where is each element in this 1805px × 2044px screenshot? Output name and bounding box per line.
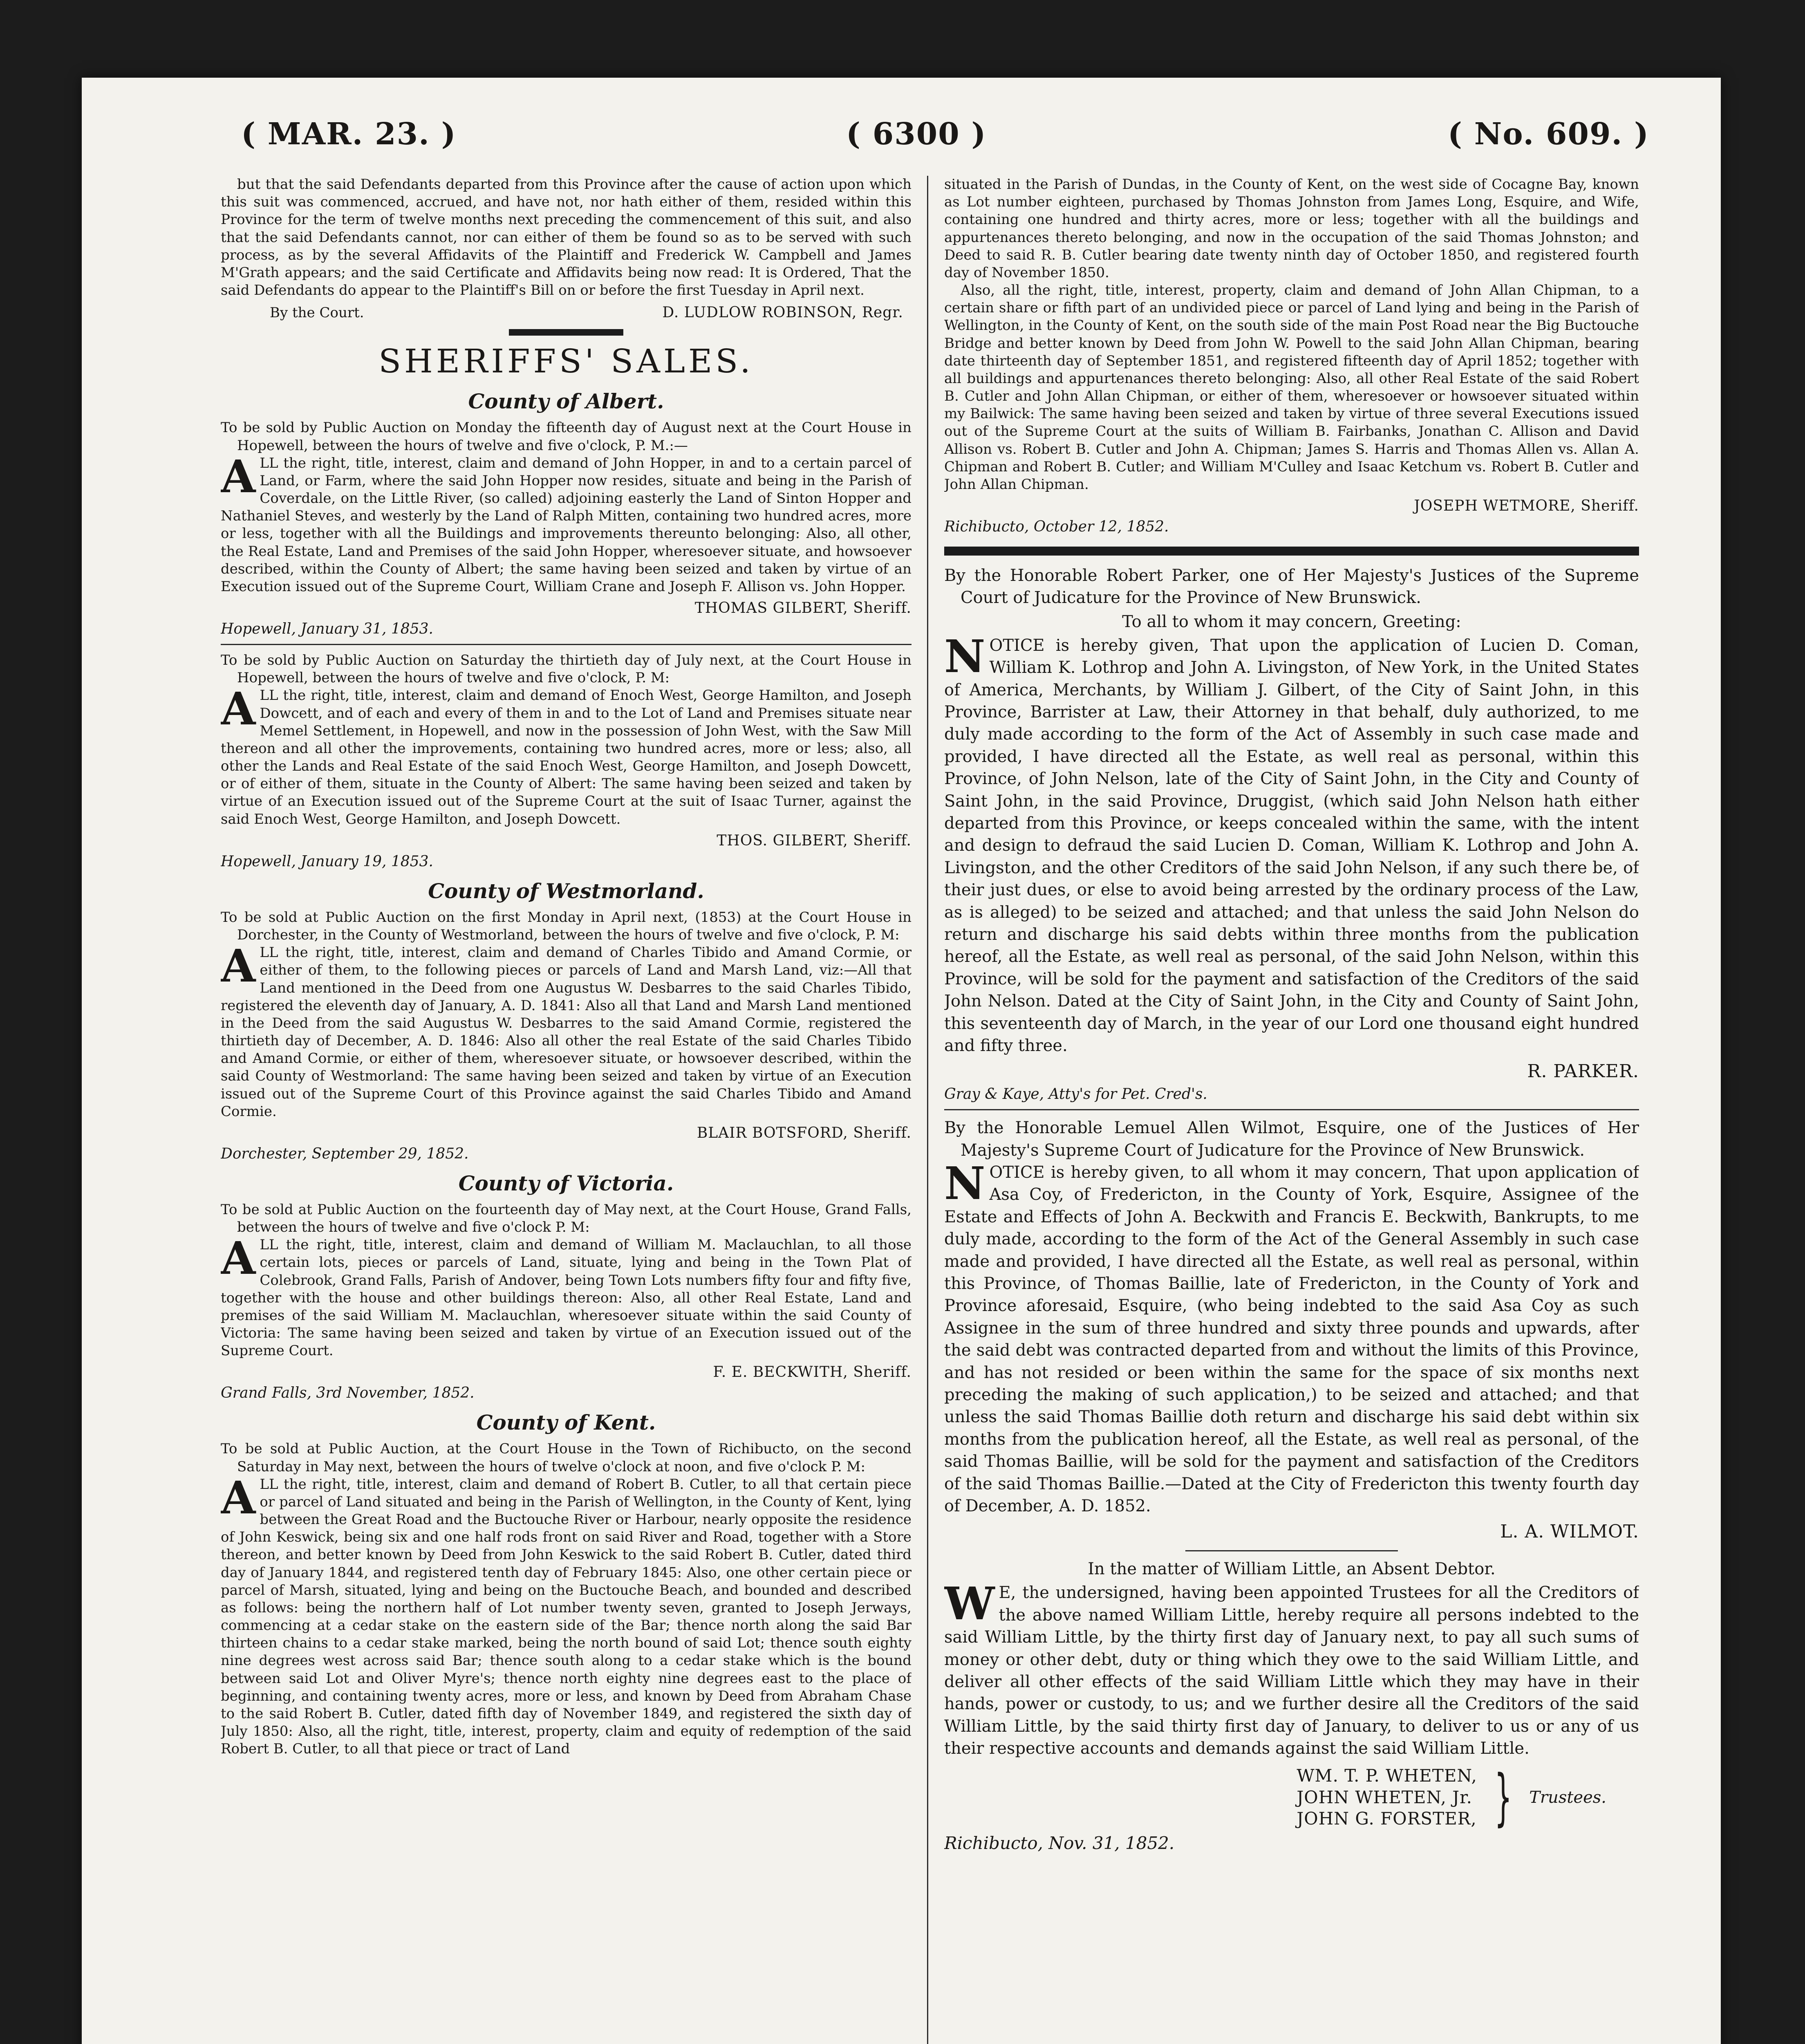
albert-sale1-date: Hopewell, January 31, 1853.: [221, 621, 433, 638]
section-title: SHERIFFS' SALES.: [378, 342, 754, 381]
trustee-name: JOHN G. FORSTER,: [1297, 1809, 1477, 1829]
kent-continuation: situated in the Parish of Dundas, in the County of Kent, on the west side of Cocagne Bay, known as Lot number eighteen, purchased by Thomas Johnston from James Long, Esquire, and Wife, containing one hundred and thirty acres, more or less; together with all the buildings and appurtenances thereto belonging, and now in the occupation of the said Thomas Johnston; and Deed to said R. B. Cutler bearing date twenty ninth day of October 1850, and registered fourth day of November 1850.: [944, 176, 1639, 281]
rule: [221, 644, 911, 645]
section-rule: [944, 547, 1639, 556]
victoria-date: Grand Falls, 3rd November, 1852.: [221, 1385, 475, 1402]
victoria-signature: F. E. BECKWITH, Sheriff.: [713, 1364, 911, 1381]
albert-sale2-signature: THOS. GILBERT, Sheriff.: [717, 832, 911, 849]
albert-sale2-date: Hopewell, January 19, 1853.: [221, 853, 433, 870]
right-column: [944, 176, 1639, 2044]
county-heading-victoria: County of Victoria.: [458, 1171, 674, 1195]
little-date: Richibucto, Nov. 31, 1852.: [944, 1833, 1175, 1853]
victoria-lead: To be sold at Public Auction on the fourteenth day of May next, at the Court House, Grand Falls, between the hours of twelve and five o'clock P. M:: [221, 1201, 911, 1236]
section-rule: [509, 329, 623, 336]
county-heading-albert: County of Albert.: [468, 389, 664, 414]
little-notice: WE, the undersigned, having been appointed Trustees for all the Creditors of the above named William Little, hereby require all persons indebted to the said William Little, by the thirty first day of January next, to pay all such sums of money or other debt, duty or thing which they owe to the said William Little, and deliver all other effects of the said William Little which they may have in their hands, power or custody, to us; and we further desire all the Creditors of the said William Little, by the said thirty first day of January, to deliver to us or any of us their respective accounts and demands against the said William Little.: [944, 1577, 1639, 1758]
trustee-name: WM. T. P. WHETEN,: [1297, 1766, 1477, 1786]
rule: [1185, 1550, 1398, 1551]
parker-notice: NOTICE is hereby given, That upon the application of Lucien D. Coman, William K. Lothrop and John A. Livingston, of New York, in the United States of America, Merchants, by William J. Gilbert, of the City of Saint John, in this Province, Barrister at Law, their Attorney in that behalf, duly authorized, to me duly made according to the form of the Act of Assembly in such case made and provided, I have directed all the Estate, as well real as personal, within this Province, of John Nelson, late of the City of Saint John, in the City and County of Saint John, in the said Province, Druggist, (which said John Nelson hath either departed from this Province, or keeps concealed within the same, with the intent and design to defraud the said Lucien D. Coman, William K. Lothrop and John A. Livingston, and the other Creditors of the said John Nelson, if any such there be, of their just dues, or else to avoid being arrested by the ordinary process of the Law, as is alleged) to be seized and attached; and that unless the said John Nelson do return and discharge his said debts within three months from the publication hereof, all the Estate, as well real as personal, of the said John Nelson, within this Province, will be sold for the payment and satisfaction of the Creditors of the said John Nelson. Dated at the City of Saint John, in the City and County of Saint John, this seventeenth day of March, in the year of our Lord one thousand eight hundred and fifty three.: [944, 630, 1639, 1055]
parker-greeting: To all to whom it may concern, Greeting:: [1122, 612, 1461, 631]
issue-number: ( No. 609. ): [1447, 117, 1649, 152]
westmorland-signature: BLAIR BOTSFORD, Sheriff.: [696, 1124, 911, 1141]
brace-glyph: }: [1494, 1762, 1512, 1833]
kent-body: ALL the right, title, interest, claim and demand of Robert B. Cutler, to all that certain piece or parcel of Land situated and being in the Parish of Wellington, in the County of Kent, lying between the Great Road and the Buctouche River or Harbour, nearly opposite the residence of John Keswick, being six and one half rods front on said River and Road, together with a Store thereon, and better known by Deed from John Keswick to the said Robert B. Cutler, dated third day of January 1844, and registered tenth day of February 1845: Also, one other certain piece or parcel of Marsh, situated, lying and being on the Buctouche Beach, and bounded and described as follows: being the northern half of Lot number twenty seven, granted to Joseph Jerways, commencing at a cedar stake on the eastern side of the Bar; thence north along the said Bar thirteen chains to a cedar stake marked, being the north bound of said Lot; thence south eighty nine degrees west across said Bar; thence south along to a cedar stake which is the bound between said Lot and Oliver Myre's; thence north eighty nine degrees east to the place of beginning, and containing twenty acres, more or less, and known by Deed from Abraham Chase to the said Robert B. Cutler, dated fifth day of November 1849, and registered the sixth day of July 1850: Also, all the right, title, interest, property, claim and equity of redemption of the said Robert B. Cutler, to all that piece or tract of Land: [221, 1471, 911, 1757]
county-heading-westmorland: County of Westmorland.: [428, 879, 704, 903]
westmorland-date: Dorchester, September 29, 1852.: [221, 1145, 469, 1162]
kent-chipman-paragraph: Also, all the right, title, interest, property, claim and demand of John Allan Chipman, to a certain share or fifth part of an undivided piece or parcel of Land lying and being in the Parish of Wellington, in the County of Kent, on the south side of the main Post Road near the Big Buctouche Bridge and better known by Deed from John W. Powell to the said John Allan Chipman, bearing date thirteenth day of September 1851, and registered fifteenth day of April 1852; together with all buildings and appurtenances thereto belonging: Also, all other Real Estate of the said Robert B. Cutler and John Allan Chipman, or either of them, wheresoever or howsoever situated within my Bailwick: The same having been seized and taken by virtue of three several Executions issued out of the Supreme Court at the suits of William B. Fairbanks, Jonathan C. Allison and David Allison vs. Robert B. Cutler and John A. Chipman; James S. Harris and Thomas Allen vs. Allan A. Chipman and Robert B. Cutler; and William M'Culley and Isaac Ketchum vs. Robert B. Cutler and John Allan Chipman.: [944, 282, 1639, 493]
registrar-signature: D. LUDLOW ROBINSON, Regr.: [662, 304, 903, 321]
albert-sale1-body: ALL the right, title, interest, claim and demand of John Hopper, in and to a certain parcel of Land, or Farm, where the said John Hopper now resides, situate and being in the Parish of Coverdale, on the Little River, (so called) adjoining easterly the Land of Sinton Hopper and Nathaniel Steves, and westerly by the Land of Ralph Mitten, containing two hundred acres, more or less, together with all the Buildings and improvements thereunto belonging: Also, all other, the Real Estate, Land and Premises of the said John Hopper, wheresoever situate, and howsoever described, within the County of Albert; the same having been seized and taken by virtue of an Execution issued out of the Supreme Court, William Crane and Joseph F. Allison vs. John Hopper.: [221, 450, 911, 595]
little-heading: In the matter of William Little, an Absent Debtor.: [1088, 1560, 1496, 1579]
victoria-body: ALL the right, title, interest, claim and demand of William M. Maclauchlan, to all those certain lots, pieces or parcels of Land, situate, lying and being in the Town Plat of Colebrook, Grand Falls, Parish of Andover, being Town Lots numbers fifty four and fifty five, together with the house and other buildings thereon: Also, all other Real Estate, Land and premises of the said William M. Maclauchlan, wheresoever situate within the said County of Victoria: The same having been seized and taken by virtue of an Execution issued out of the Supreme Court.: [221, 1232, 911, 1359]
westmorland-lead: To be sold at Public Auction on the first Monday in April next, (1853) at the Court House in Dorchester, in the County of Westmorland, between the hours of twelve and five o'clock, P. M:: [221, 909, 911, 943]
parker-attorneys: Gray & Kaye, Atty's for Pet. Cred's.: [944, 1086, 1207, 1103]
albert-sale1-signature: THOMAS GILBERT, Sheriff.: [694, 600, 911, 617]
newspaper-page: [82, 78, 1721, 2044]
parker-intro: By the Honorable Robert Parker, one of Her Majesty's Justices of the Supreme Court of Judicature for the Province of New Brunswick.: [944, 566, 1639, 607]
albert-sale2-body: ALL the right, title, interest, claim and demand of Enoch West, George Hamilton, and Joseph Dowcett, and of each and every of them in and to the Lot of Land and Premises situate near Memel Settlement, in Hopewell, and now in the possession of John West, with the Saw Mill thereon and all other the improvements, containing two hundred acres, more or less; also, all other the Lands and Real Estate of the said Enoch West, George Hamilton, and Joseph Dowcett, or of either of them, situate in the County of Albert: The same having been seized and taken by virtue of an Execution issued out of the Supreme Court at the suit of Isaac Turner, against the said Enoch West, George Hamilton, and Joseph Dowcett.: [221, 682, 911, 827]
westmorland-body: ALL the right, title, interest, claim and demand of Charles Tibido and Amand Cormie, or either of them, to the following pieces or parcels of Land and Marsh Land, viz:—All that Land mentioned in the Deed from one Augustus W. Desbarres to the said Charles Tibido, registered the eleventh day of January, A. D. 1841: Also all that Land and Marsh Land mentioned in the Deed from the said Augustus W. Desbarres to the said Amand Cormie, registered the thirtieth day of December, A. D. 1846: Also all other the real Estate of the said Charles Tibido and Amand Cormie, or either of them, wheresoever situate, or howsoever described, within the said County of Westmorland: The same having been seized and taken by virtue of an Execution issued out of the Supreme Court of this Province against the said Charles Tibido and Amand Cormie.: [221, 939, 911, 1120]
wilmot-intro: By the Honorable Lemuel Allen Wilmot, Esquire, one of the Justices of Her Majesty's Supreme Court of Judicature for the Province of New Brunswick.: [944, 1118, 1639, 1160]
column-divider: [927, 176, 928, 2044]
kent-date: Richibucto, October 12, 1852.: [944, 518, 1169, 536]
page-number: ( 6300 ): [846, 117, 987, 152]
wilmot-notice: NOTICE is hereby given, to all whom it may concern, That upon application of Asa Coy, of Fredericton, in the County of York, Esquire, Assignee of the Estate and Effects of John A. Beckwith and Francis E. Beckwith, Bankrupts, to me duly made, according to the form of the Act of the General Assembly in such case made and provided, I have directed all the Estate, as well real as personal, within this Province, of Thomas Baillie, late of Fredericton, in the County of York and Province aforesaid, Esquire, (who being indebted to the said Asa Coy as such Assignee in the sum of three hundred and sixty three pounds and upwards, after the said debt was contracted departed from and without the limits of this Province, and has not resided or been within the same for the space of six months next preceding the making of such application,) to be seized and attached; and that unless the said Thomas Baillie doth return and discharge his said debt within six months from the publication hereof, all the Estate, as well real as personal, of the said Thomas Baillie, will be sold for the payment and satisfaction of the Creditors of the said Thomas Baillie.—Dated at the City of Fredericton this twenty fourth day of December, A. D. 1852.: [944, 1157, 1639, 1515]
trustee-names: [1297, 1765, 1477, 1830]
left-column: [221, 176, 911, 2044]
court-order-continuation: but that the said Defendants departed from this Province after the cause of action upon which this suit was commenced, accrued, and have not, nor hath either of them, resided within this Province for the term of twelve months next preceding the commencement of this suit, and also that the said Defendants cannot, nor can either of them be found so as to be served with such process, as by the several Affidavits of the Plaintiff and Frederick W. Campbell and James M'Grath appears; and the said Certificate and Affidavits being now read: It is Ordered, That the said Defendants do appear to the Plaintiff's Bill on or before the first Tuesday in April next.: [221, 176, 911, 299]
kent-signature: JOSEPH WETMORE, Sheriff.: [1414, 498, 1639, 515]
county-heading-kent: County of Kent.: [476, 1410, 656, 1435]
rule: [944, 1109, 1639, 1110]
albert-sale2-lead: To be sold by Public Auction on Saturday the thirtieth day of July next, at the Court House in Hopewell, between the hours of twelve and five o'clock, P. M:: [221, 652, 911, 686]
by-the-court: By the Court.: [270, 305, 364, 321]
albert-sale1-lead: To be sold by Public Auction on Monday the fifteenth day of August next at the Court House in Hopewell, between the hours of twelve and five o'clock, P. M.:—: [221, 419, 911, 454]
parker-signature: R. PARKER.: [1527, 1061, 1639, 1082]
trustee-name: JOHN WHETEN, Jr.: [1297, 1787, 1472, 1807]
trustees-label: Trustees.: [1529, 1788, 1606, 1807]
kent-lead: To be sold at Public Auction, at the Court House in the Town of Richibucto, on the second Saturday in May next, between the hours of twelve o'clock at noon, and five o'clock P. M:: [221, 1441, 911, 1475]
issue-date: ( MAR. 23. ): [241, 117, 457, 152]
trustees-block: [944, 1762, 1639, 1833]
wilmot-signature: L. A. WILMOT.: [1500, 1521, 1639, 1542]
